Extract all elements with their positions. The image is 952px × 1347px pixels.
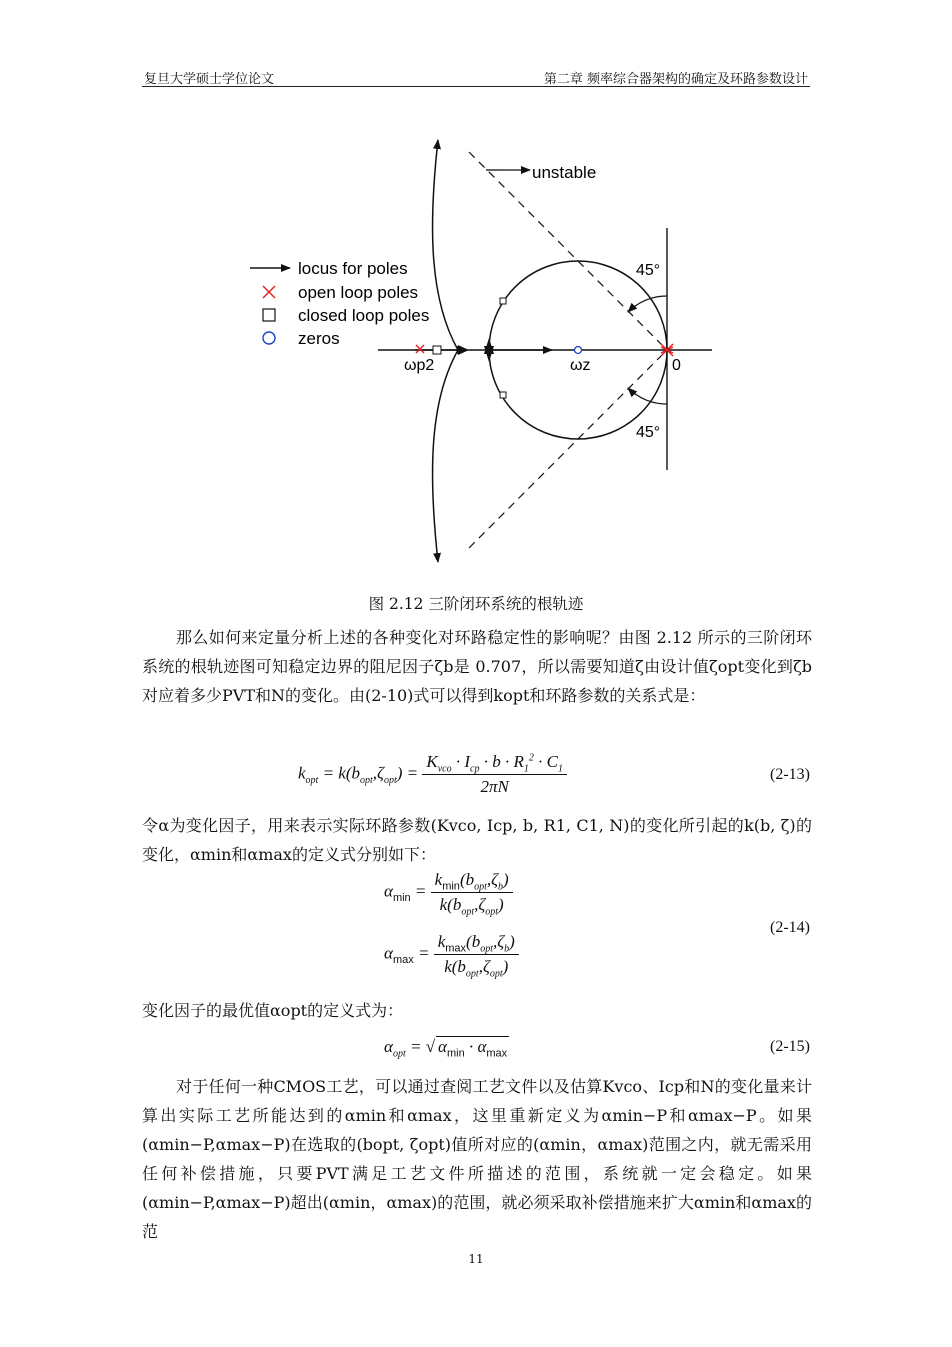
label-zero: 0 (672, 357, 681, 374)
label-wp2: ωp2 (404, 357, 435, 374)
legend (250, 259, 429, 348)
paragraph-3: 变化因子的最优值αopt的定义式为： (142, 1001, 404, 1020)
angle-label-top: 45° (636, 262, 661, 279)
equation-alpha-max: $\alpha_{max}$ = $\frac{k_{max}(b_{opt},\zeta_b)}{k(b_{opt},\zeta_{opt})}$ (384, 932, 519, 977)
header-left: 复旦大学硕士学位论文 (144, 72, 275, 87)
closed-pole-3 (500, 392, 506, 398)
legend-open: open loop poles (298, 283, 419, 302)
angle-arc-bottom (628, 388, 667, 404)
legend-zeros: zeros (298, 329, 340, 348)
equation-number-2-15: (2-15) (770, 1038, 810, 1055)
outer-locus-upper (433, 140, 458, 350)
unstable-label: unstable (532, 163, 597, 182)
equation-2-15: $\alpha_{opt}$ = √ $\alpha_{min} \cdot \alpha_{max}$ (384, 1037, 508, 1060)
figure-caption: 图 2.12 三阶闭环系统的根轨迹 (368, 595, 584, 613)
header-right: 第二章 频率综合器架构的确定及环路参数设计 (543, 72, 808, 87)
label-wz: ωz (570, 357, 591, 374)
paragraph-2: 令α为变化因子，用来表示实际环路参数(Kvco, Icp, b, R1, C1, N)的变化所引起的k(b, ζ)的变化，αmin和αmax的定义式分别如下： (142, 816, 812, 864)
equation-alpha-min: $\alpha_{min}$ = $\frac{k_{min}(b_{opt},\zeta_b)}{k(b_{opt},\zeta_{opt})}$ (384, 870, 513, 915)
paragraph-1: 那么如何来定量分析上述的各种变化对环路稳定性的影响呢？由图 2.12 所示的三阶闭环系统的根轨迹图可知稳定边界的阻尼因子ζb是 0.707，所以需要知道ζ由设计值ζopt变化到ζb对应着多少PVT和N的变化。由(2-10)式可以得到kopt和环路参数的关系式是： (142, 628, 812, 705)
locus-arrow-wedge (458, 345, 469, 355)
outer-locus-lower (433, 350, 458, 562)
closed-pole-1 (433, 346, 441, 354)
angle-label-bottom: 45° (636, 424, 661, 441)
angle-arc-top (628, 296, 667, 312)
equation-number-2-13: (2-13) (770, 766, 810, 783)
legend-closed: closed loop poles (298, 306, 430, 325)
closed-pole-2 (500, 298, 506, 304)
zero-wz (575, 347, 582, 354)
page-number: 11 (468, 1252, 484, 1266)
paragraph-4: 对于任何一种CMOS工艺，可以通过查阅工艺文件以及估算Kvco、Icp和N的变化量来计算出实际工艺所能达到的αmin和αmax，这里重新定义为αmin−P和αmax−P。如果(αmin−P,αmax−P)在选取的(bopt, ζopt)值所对应的(αmin，αmax)范围之内，就无需采用任何补偿措施，只要PVT满足工艺文件所描述的范围，系统就一定会稳定。如果(αmin−P,αmax−P)超出(αmin，αmax)的范围，就必须采取补偿措施来扩大αmin和αmax的范 (142, 1077, 812, 1241)
equation-number-2-14: (2-14) (770, 919, 810, 936)
stability-line-lower (469, 350, 667, 548)
root-locus-figure (0, 0, 952, 600)
open-pole-wp2 (416, 345, 424, 353)
legend-locus: locus for poles (298, 259, 408, 278)
equation-2-13: $k_{opt} = k(b_{opt},\zeta_{opt})$ = $\frac{K_{vco} \cdot I_{cp} \cdot b \cdot R_1^2 \cdot C_1}{2\pi N}$ (298, 752, 567, 797)
